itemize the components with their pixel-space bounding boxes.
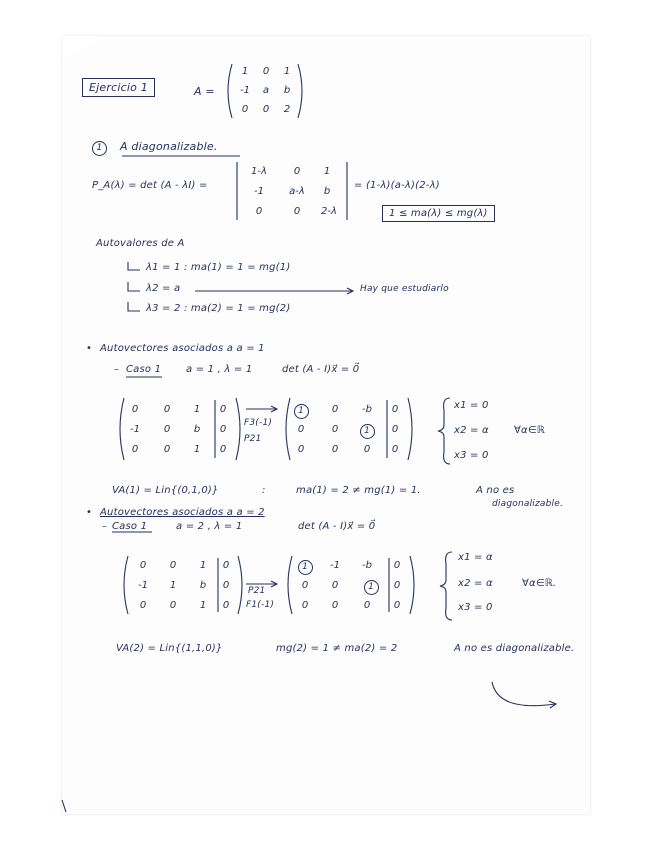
- det-cell: b: [323, 186, 331, 197]
- det-cell: 1: [323, 166, 331, 177]
- m2-cell: 0: [331, 444, 339, 455]
- m1-cell: 0: [131, 444, 139, 455]
- case-a2-sol-3: x3 = 0: [458, 602, 493, 613]
- matrix-a-cell: -1: [240, 85, 250, 96]
- study-note: Hay que estudiarlo: [360, 284, 449, 294]
- eigenvalue-1: λ1 = 1 : ma(1) = 1 = mg(1): [146, 262, 291, 273]
- det-cell: 0: [293, 166, 301, 177]
- matrix-a-cell: 1: [283, 66, 291, 77]
- m2-cell: 0: [297, 444, 305, 455]
- m3-cell: b: [199, 580, 207, 591]
- eigenvalue-3: λ3 = 2 : ma(2) = 1 = mg(2): [146, 303, 291, 314]
- case-a2-label: Caso 1: [112, 521, 148, 532]
- det-cell: 0: [293, 206, 301, 217]
- case-a2-conclusion: mg(2) = 1 ≠ ma(2) = 2: [276, 643, 398, 654]
- matrix-a-cell: a: [262, 85, 270, 96]
- bullet-dot: •: [86, 507, 93, 518]
- m1-cell: 0: [163, 444, 171, 455]
- case-a1-values: a = 1 , λ = 1: [186, 364, 253, 375]
- m4-cell: 0: [393, 600, 401, 611]
- case-a2-values: a = 2 , λ = 1: [176, 521, 243, 532]
- matrix-a-cell: 0: [262, 66, 270, 77]
- matrix-a-cell: b: [283, 85, 291, 96]
- case-a2-verdict: A no es diagonalizable.: [454, 643, 575, 654]
- case-a1-alpha-domain: ∀α∈ℝ: [514, 425, 545, 436]
- case-a1-verdict-1: A no es: [476, 485, 515, 496]
- pivot-circle: 1: [364, 580, 379, 595]
- case-a2-title: Autovectores asociados a a = 2: [100, 507, 265, 518]
- m2-cell: 0: [297, 424, 305, 435]
- m4-cell: 0: [363, 600, 371, 611]
- case-a2-dash: –: [102, 521, 108, 532]
- folded-corner: [62, 36, 110, 60]
- case-a1-conclusion: ma(1) = 2 ≠ mg(1) = 1.: [296, 485, 421, 496]
- m4-cell: 0: [301, 580, 309, 591]
- m2-cell: 0: [391, 444, 399, 455]
- m1-cell: 0: [163, 424, 171, 435]
- m1-cell: 0: [219, 404, 227, 415]
- m3-cell: 0: [139, 560, 147, 571]
- section-title: A diagonalizable.: [120, 140, 218, 153]
- eigenvalue-2: λ2 = a: [146, 283, 181, 294]
- bullet-dot: •: [86, 343, 93, 354]
- m3-cell: 0: [222, 580, 230, 591]
- boxed-inequality: 1 ≤ ma(λ) ≤ mg(λ): [382, 205, 495, 222]
- pivot-circle: 1: [360, 424, 375, 439]
- m4-cell: -b: [362, 560, 372, 571]
- section-number-circle: 1: [92, 141, 107, 156]
- m3-cell: 0: [222, 600, 230, 611]
- case-a1-op-1: F3(-1): [244, 418, 273, 428]
- char-poly-lhs: P_A(λ) = det (A - λI) =: [92, 180, 208, 191]
- m3-cell: 1: [169, 580, 177, 591]
- m4-cell: 0: [301, 600, 309, 611]
- matrix-a-cell: 0: [262, 104, 270, 115]
- case-a1-dash: –: [114, 364, 120, 375]
- m3-cell: 1: [199, 560, 207, 571]
- m1-cell: 0: [163, 404, 171, 415]
- m4-cell: 0: [331, 600, 339, 611]
- m2-cell: 0: [391, 404, 399, 415]
- case-a2-sol-2: x2 = α: [458, 578, 493, 589]
- m4-cell: 0: [331, 580, 339, 591]
- case-a1-colon: :: [262, 485, 266, 496]
- matrix-a-name: A =: [194, 85, 215, 98]
- matrix-a-cell: 2: [283, 104, 291, 115]
- case-a1-system: det (A - I)x⃗ = 0⃗: [282, 364, 360, 375]
- m2-cell: -b: [362, 404, 372, 415]
- case-a1-sol-1: x1 = 0: [454, 400, 489, 411]
- m1-cell: 0: [219, 444, 227, 455]
- m1-cell: b: [193, 424, 201, 435]
- case-a1-verdict-2: diagonalizable.: [492, 499, 564, 509]
- m3-cell: 0: [139, 600, 147, 611]
- m4-cell: 0: [393, 580, 401, 591]
- case-a1-sol-3: x3 = 0: [454, 450, 489, 461]
- m3-cell: 0: [222, 560, 230, 571]
- exercise-label: Ejercicio 1: [82, 78, 155, 97]
- m1-cell: 1: [193, 444, 201, 455]
- case-a2-sol-1: x1 = α: [458, 552, 493, 563]
- m4-cell: -1: [330, 560, 340, 571]
- case-a2-alpha-domain: ∀α∈ℝ.: [522, 578, 557, 589]
- case-a2-subspace: VA(2) = Lin{(1,1,0)}: [116, 643, 223, 654]
- case-a2-system: det (A - I)x⃗ = 0⃗: [298, 521, 376, 532]
- section-number: [92, 140, 107, 156]
- det-cell: 2-λ: [321, 206, 337, 217]
- m3-cell: 0: [169, 560, 177, 571]
- case-a1-label: Caso 1: [126, 364, 162, 375]
- matrix-a-cell: 0: [241, 104, 249, 115]
- case-a2-op-1: P21: [248, 586, 266, 596]
- m2-cell: 0: [363, 444, 371, 455]
- m1-cell: -1: [130, 424, 140, 435]
- case-a2-op-2: F1(-1): [246, 600, 275, 610]
- case-a1-subspace: VA(1) = Lin{(0,1,0)}: [112, 485, 219, 496]
- m2-cell: 0: [331, 404, 339, 415]
- m3-cell: 0: [169, 600, 177, 611]
- m1-cell: 0: [219, 424, 227, 435]
- m1-cell: 1: [193, 404, 201, 415]
- pivot-circle: 1: [294, 404, 309, 419]
- m3-cell: 1: [199, 600, 207, 611]
- case-a1-op-2: P21: [244, 434, 262, 444]
- eigenvalues-heading: Autovalores de A: [96, 238, 185, 249]
- det-cell: a-λ: [289, 186, 305, 197]
- m2-cell: 0: [391, 424, 399, 435]
- case-a1-title: Autovectores asociados a a = 1: [100, 343, 265, 354]
- m2-cell: 0: [331, 424, 339, 435]
- pivot-circle: 1: [298, 560, 313, 575]
- m4-cell: 0: [393, 560, 401, 571]
- m3-cell: -1: [138, 580, 148, 591]
- char-poly-rhs: = (1-λ)(a-λ)(2-λ): [354, 180, 440, 191]
- matrix-a-cell: 1: [241, 66, 249, 77]
- m1-cell: 0: [131, 404, 139, 415]
- det-cell: 1-λ: [251, 166, 267, 177]
- det-cell: 0: [255, 206, 263, 217]
- case-a1-sol-2: x2 = α: [454, 425, 489, 436]
- det-cell: -1: [254, 186, 264, 197]
